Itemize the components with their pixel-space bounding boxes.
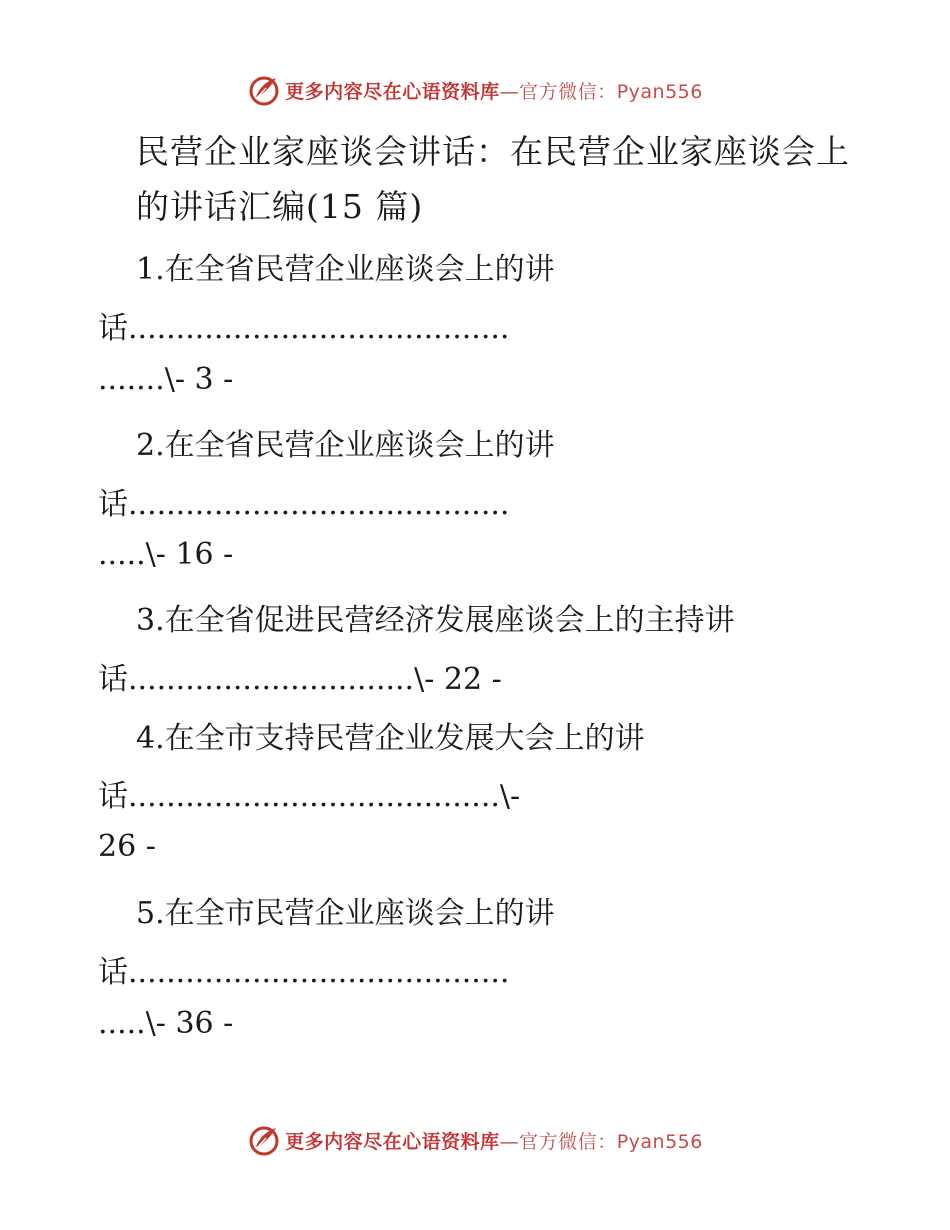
toc-entry-5-leader: 话........................................ [98,955,510,990]
toc-entry-1-heading: 1.在全省民营企业座谈会上的讲 [136,252,555,287]
feather-pen-circle-icon [247,1123,281,1157]
toc-entry-1-leader: 话........................................ [98,311,510,346]
toc-entry-5-heading: 5.在全市民营企业座谈会上的讲 [136,896,555,931]
toc-entry-4-heading: 4.在全市支持民营企业发展大会上的讲 [136,721,645,756]
toc-entry-2-leader: 话........................................ [98,487,510,522]
banner-label: 官方微信： [519,1130,617,1153]
banner-text [285,77,703,104]
banner-separator: — [499,80,520,103]
toc-entry-3-heading: 3.在全省促进民营经济发展座谈会上的主持讲 [136,603,735,638]
banner-handle: Pyan556 [616,1130,703,1153]
toc-entry-2-page: .....\- 16 - [98,537,234,572]
banner-brand: 更多内容尽在心语资料库 [285,1130,500,1153]
banner-brand: 更多内容尽在心语资料库 [285,80,500,103]
header-banner [0,70,950,110]
document-title: 民营企业家座谈会讲话：在民营企业家座谈会上的讲话汇编(15 篇) [136,132,850,226]
toc-entry-5-page: .....\- 36 - [98,1006,234,1041]
footer-banner [0,1120,950,1160]
toc-entry-2-heading: 2.在全省民营企业座谈会上的讲 [136,428,555,463]
banner-separator: — [499,1130,520,1153]
feather-pen-circle-icon [247,73,281,107]
toc-entry-3-leader: 话..............................\- 22 - [98,662,502,697]
banner-label: 官方微信： [519,80,617,103]
banner-handle: Pyan556 [616,80,703,103]
toc-entry-4-leader: 话.......................................\- [98,779,521,814]
banner-text [285,1127,703,1154]
toc-entry-4-page: 26 - [98,829,156,864]
toc-entry-1-page: .......\- 3 - [98,362,234,397]
